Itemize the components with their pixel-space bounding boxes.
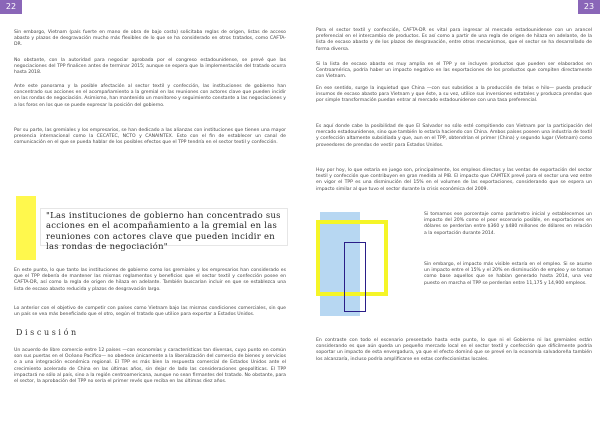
side-paragraph: Si tomamos ese porcentaje como parámetro inicial y establecemos un impacto del 20% como el peor escenario posible, en exportaciones en dólares se perderían entre $360 y $480 millones de dólares en relación a la exportación durante 2014. bbox=[424, 212, 592, 236]
deco-purple-frame bbox=[344, 242, 366, 312]
pull-quote bbox=[16, 196, 286, 260]
paragraph: Ante este panorama y la posible afectación al sector textil y confección, las instituciones de gobierno han concentrado sus acciones en el acompañamiento a la gremial en las reuniones con actores clave que pueden incidir en las rondas de negociación. Asimismo, han mantenido un monitoreo y seguimiento constante a las negociaciones y a los foros en los que se puede expresar la posición del gobierno. bbox=[14, 84, 286, 108]
decorative-shapes bbox=[316, 212, 396, 316]
paragraph: Por su parte, las gremiales y los empresarios, se han dedicado a las alianzas con instituciones que tienen una mayor presencia internacional como la CECATEC, NCTO y CANAINTEX. Esto con el fin de establecer un canal de comunicación en el que se pueda hablar de los posibles efectos que el TPP tendría en el sector textil y confección. bbox=[14, 128, 286, 146]
paragraph: Lo anterior con el objetivo de competir con países como Vietnam bajo las mismas condiciones comerciales, sin que un país se vea más beneficiado que el otro, según el tratado que utilice para exportar a Estados Unidos. bbox=[14, 306, 286, 318]
page-number-right: 23 bbox=[578, 0, 600, 14]
paragraph: Hoy por hoy, lo que estaría en juego son, principalmente, los empleos directos y las ventas de exportación del sector textil y confección que contribuyen en gran medida al PIB. El impacto que CAMTEX prevé para el sector una vez entre en vigor el TPP es una disminución del 15% en el volumen de las exportaciones, considerando que se espera un impacto similar al que tuvo el sector durante la crisis económica del 2009. bbox=[316, 168, 592, 192]
side-paragraph: Sin embargo, el impacto más visible estaría en el empleo. Si se asume un impacto entre el 15% y el 20% en disminución de empleo y se toman como base aquellos que se habían generado hasta 2014, una vez puesto en marcha el TPP se perderían entre 11,175 y 14,900 empleos. bbox=[424, 262, 592, 286]
paragraph: Un acuerdo de libre comercio entre 12 países —con economías y características tan diversas, cuyo punto en común son sus puertas en el Océano Pacífico— no obedece únicamente a la liberalización del comercio de bienes y servicios o a una integración económica regional. El TPP es más bien la respuesta comercial de Estados Unidos ante el crecimiento acelerado de China en las últimas años, sin dejar de lado las consideraciones geopolíticas. El TPP impactará no sólo al país, sino a la región centroamericana, aunque no sean firmantes del tratado. No obstante, para el sector, la aprobación del TPP no sería el primer revés que reciba en las últimas diez años. bbox=[14, 348, 286, 385]
paragraph: En ese sentido, surge la inquietud que China —con sus subsidios a la producción de telas e hilo— pueda producir insumos de escaso abasto para Vietnam y que éste, a su vez, utilice sus inversiones estatales y produzca prendas que por simple transformación puedan entrar al mercado estadounidense con una tasa preferencial. bbox=[316, 86, 592, 104]
paragraph: Para el sector textil y confección, CAFTA-DR es vital para ingresar al mercado estadounidense con un arancel preferencial en el intercambio de productos. Es así como a partir de una regla de origen de hilaza en adelante, de la lista de escaso abasto y de los plazos de desgravación, entre otros mecanismos, que el sector se ha desarrollado de forma diversa. bbox=[316, 28, 592, 52]
paragraph: Si la lista de escaso abasto es muy amplia en el TPP y se incluyen productos que pueden ser elaborados en Centroamérica, podría haber un impacto negativo en las exportaciones de los productos que compiten directamente con Vietnam. bbox=[316, 62, 592, 80]
paragraph: No obstante, con la autoridad para negociar aprobada por el congreso estadounidense, se prevé que las negociaciones del TPP finalicen antes de terminar 2015; aunque se espera que la implementación del tratado ocurra hasta 2018. bbox=[14, 58, 286, 76]
quote-accent-yellow bbox=[16, 196, 36, 260]
section-title: Discusión bbox=[16, 328, 79, 337]
paragraph: En este punto, lo que tanto las instituciones de gobierno como los gremiales y los empresarios han considerado es que el TPP debería de mantener las mismas reglamentos y beneficios que el sector textil y confección posee en CAFTA-DR, así como la regla de origen de hilaza en adelante. También buscarían incluir en que se establezca una lista de escaso abasto reducida y plazos de desgravación largo. bbox=[14, 268, 286, 292]
paragraph: Es aquí donde cabe la posibilidad de que El Salvador no sólo esté compitiendo con Vietnam por la participación del mercado estadounidense, sino que también lo estaría haciendo con China. Ambos países poseen una industria de textil y confección altamente subsidiada y que, aun en el TPP, obtendrían el primer (China) y segundo lugar (Vietnam) como proveedores de prendas de vestir para Estados Unidos. bbox=[316, 124, 592, 148]
paragraph: En contraste con todo el escenario presentado hasta este punto, lo que ni el Gobierno ni las gremiales están considerando es que aún queda un pequeño mercado local en el sector textil y confección que difícilmente podría soportar un impacto de esta envergadura, ya que el efecto dominó que se prevé en la economía salvadoreña también los alcanzaría, incluso podría amplificarse en estas confeccionistas locales. bbox=[316, 338, 592, 362]
page-number-left: 22 bbox=[0, 0, 22, 14]
paragraph: Sin embargo, Vietnam (país fuerte en mano de obra de bajo costo) solicitaba reglas de origen, listas de acceso abasto y plazos de desgravación mucho más flexibles de lo que se ha considerado en otros tratados, como CAFTA-DR. bbox=[14, 30, 286, 48]
pull-quote-text: "Las instituciones de gobierno han concentrado sus acciones en el acompañamiento a la gremial en las reuniones con actores clave que pueden incidir en las rondas de negociación" bbox=[46, 210, 281, 252]
